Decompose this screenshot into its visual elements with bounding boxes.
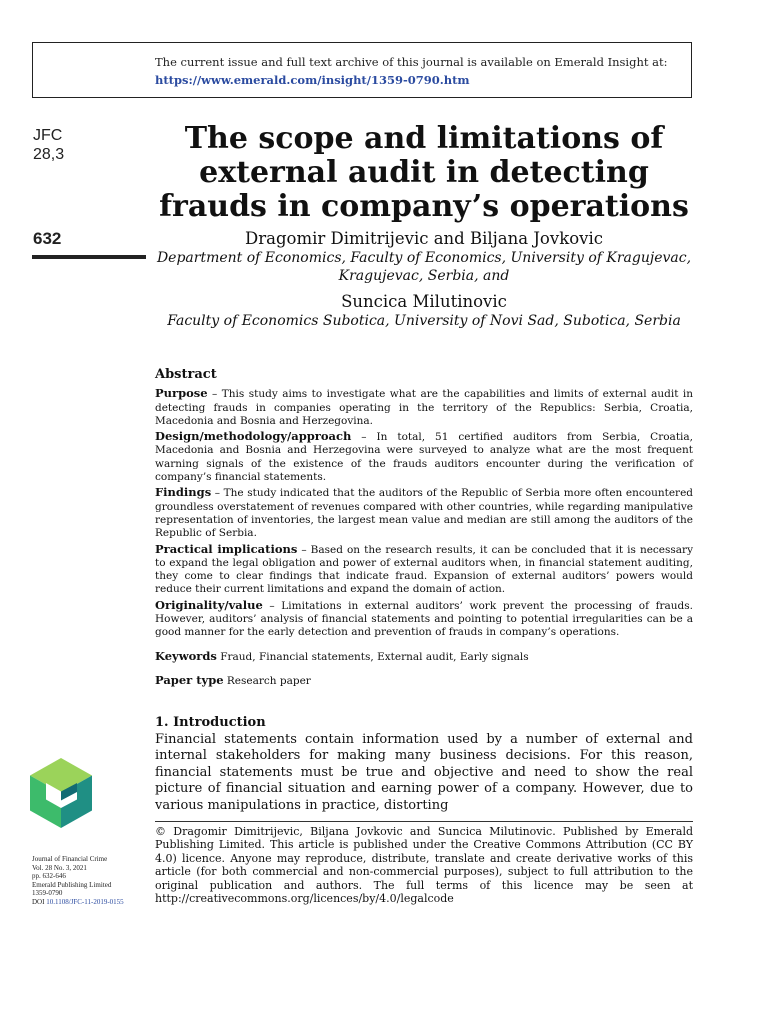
citation-doi-line xyxy=(32,898,152,907)
paper-type-text: Research paper xyxy=(223,674,311,687)
abstract-section xyxy=(155,368,693,690)
affiliation-1: Department of Economics, Faculty of Economics, University of Kragujevac, Kragujevac, Serbia, and xyxy=(156,250,692,284)
design-label: Design/methodology/approach xyxy=(155,429,352,444)
emerald-logo-icon xyxy=(30,758,92,828)
journal-archive-banner xyxy=(32,42,692,98)
keywords-text: Fraud, Financial statements, External audit, Early signals xyxy=(216,650,529,663)
volume-issue: 28,3 xyxy=(33,146,65,163)
citation-pages: pp. 632-646 xyxy=(32,872,66,881)
citation-journal: Journal of Financial Crime xyxy=(32,855,108,863)
paper-type xyxy=(155,674,693,688)
citation-issn: 1359-0790 xyxy=(32,889,63,898)
side-divider xyxy=(32,255,146,259)
findings-label: Findings xyxy=(155,485,212,500)
abstract-originality xyxy=(155,599,693,640)
practical-label: Practical implications xyxy=(155,541,298,556)
purpose-text: – This study aims to investigate what are the capabilities and limits of external audit in detecting frauds in companies operating in the territory of the Republics: Serbia, Croatia, Macedonia and Bosnia and Herzegovina. xyxy=(155,388,693,427)
citation-info xyxy=(32,855,152,907)
article-title: The scope and limitations of external audit in detecting frauds in company’s operations xyxy=(159,121,689,224)
originality-label: Originality/value xyxy=(155,597,263,612)
affiliation-2: Faculty of Economics Subotica, University of Novi Sad, Subotica, Serbia xyxy=(167,313,681,329)
abstract-practical xyxy=(155,543,693,597)
findings-text: – The study indicated that the auditors of the Republic of Serbia more often encountered groundless overstatement of revenues compared with other countries, while regarding manipulative representation of inventories, the largest mean value and median are still among the auditors of the Republic of Serbia. xyxy=(155,487,693,540)
doi-label: DOI xyxy=(32,897,45,906)
banner-text: The current issue and full text archive of this journal is available on Emerald Insight at: xyxy=(155,55,668,69)
journal-volume-label xyxy=(33,126,64,164)
page-number: 632 xyxy=(33,229,62,248)
introduction-heading: 1. Introduction xyxy=(155,715,266,730)
purpose-label: Purpose xyxy=(155,386,208,401)
doi-link[interactable]: 10.1108/JFC-11-2019-0155 xyxy=(46,897,124,906)
citation-publisher: Emerald Publishing Limited xyxy=(32,880,112,889)
license-footnote: © Dragomir Dimitrijevic, Biljana Jovkovic and Suncica Milutinovic. Published by Emerald Publishing Limited. This article is published under the Creative Commons Attribution (CC BY 4.0) licence. Anyone may reproduce, distribute, translate and create derivative works of this article (for both commercial and non-commercial purposes), subject to full attribution to the original publication and authors. The full terms of this licence may be seen at http://creativecommons.org/licences/by/4.0/legalcode xyxy=(155,825,693,906)
abstract-purpose xyxy=(155,387,693,428)
journal-url-link[interactable]: https://www.emerald.com/insight/1359-0790.htm xyxy=(155,73,470,87)
keywords xyxy=(155,650,693,664)
authors-line: Dragomir Dimitrijevic and Biljana Jovkovic xyxy=(245,229,603,248)
citation-volume: Vol. 28 No. 3, 2021 xyxy=(32,863,87,872)
footnote-divider xyxy=(155,821,693,822)
abstract-findings xyxy=(155,486,693,540)
introduction-text: Financial statements contain information used by a number of external and internal stakeholders for making many business decisions. For this reason, financial statements must be true and objective and need to show the real picture of financial situation and earning power of a company. However, due to various manipulations in practice, distorting xyxy=(155,731,693,813)
paper-type-label: Paper type xyxy=(155,672,224,687)
design-text: – In total, 51 certified auditors from Serbia, Croatia, Macedonia and Bosnia and Herzegovina were surveyed to analyze what are the most frequent warning signals of the existence of the frauds auditors encounter during the verification of company’s financial statements. xyxy=(155,431,693,484)
author-third: Suncica Milutinovic xyxy=(341,292,507,311)
abstract-heading: Abstract xyxy=(155,367,217,382)
journal-abbrev: JFC xyxy=(33,127,63,144)
practical-text: – Based on the research results, it can be concluded that it is necessary to expand the legal obligation and power of external auditors when, in financial statement auditing, they come to clear findings that indicate fraud. Expansion of external auditors’ powers would reduce their current limitations and expand the domain of action. xyxy=(155,543,693,596)
originality-text: – Limitations in external auditors’ work prevent the processing of frauds. However, auditors’ analysis of financial statements and pointing to potential irregularities can be a good manner for the early detection and prevention of frauds in company’s operations. xyxy=(155,599,693,639)
abstract-design xyxy=(155,430,693,484)
keywords-label: Keywords xyxy=(155,648,217,663)
introduction-section xyxy=(155,715,693,814)
